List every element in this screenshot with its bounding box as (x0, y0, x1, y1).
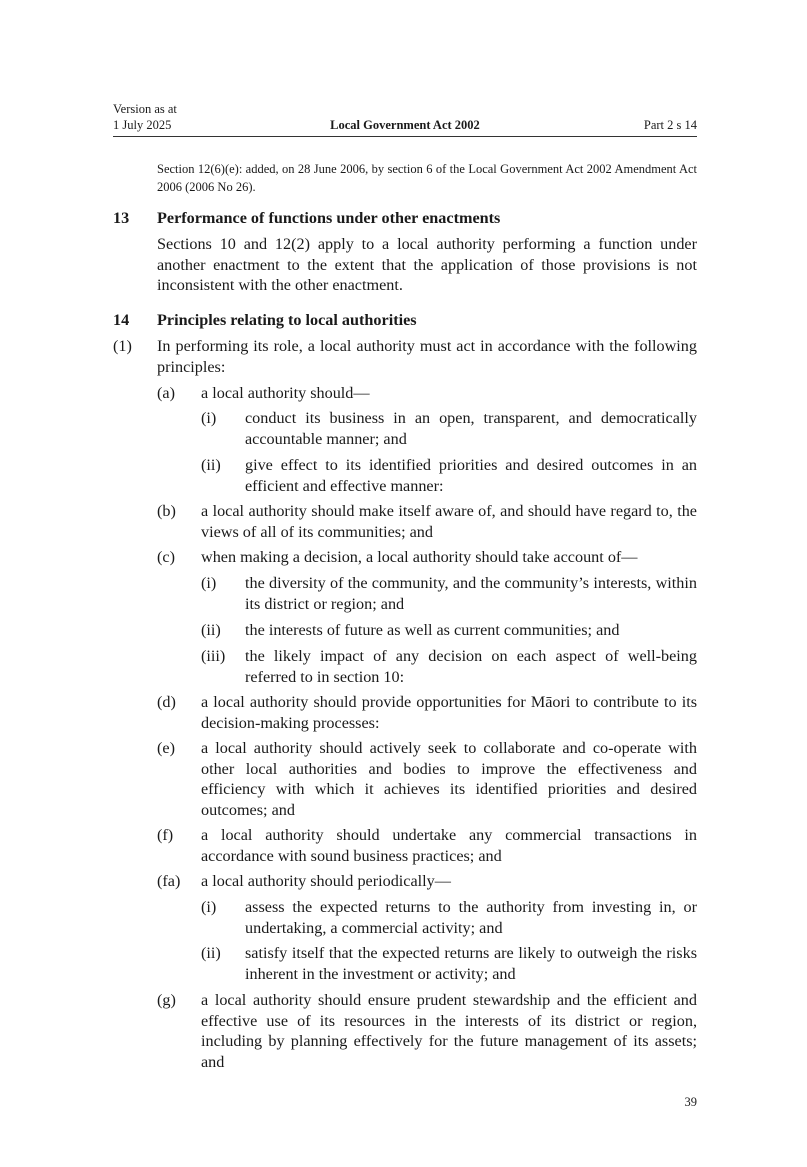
version-date: 1 July 2025 (113, 118, 172, 132)
para-label: (f) (157, 826, 174, 844)
section-13-body: Sections 10 and 12(2) apply to a local authority performing a function under another enactment to the extent that the application of those provisions is not inconsistent with the other enactment. (157, 235, 697, 294)
para-label: (b) (157, 502, 176, 520)
para-label: (a) (157, 384, 175, 402)
running-header (113, 117, 697, 133)
para-text: a local authority should actively seek to collaborate and co-operate with other local authorities and bodies to improve the effectiveness and efficiency with which it achieves its identified priorities and desired outcomes; and (201, 739, 697, 819)
section-14-number: 14 (113, 311, 130, 329)
para-label: (g) (157, 991, 176, 1009)
subpara-text: the interests of future as well as current communities; and (245, 621, 620, 639)
subpara-label: (i) (201, 409, 217, 427)
subpara-text: the likely impact of any decision on each aspect of well-being referred to in section 10: (245, 647, 697, 686)
subpara-label: (iii) (201, 647, 226, 665)
act-title: Local Government Act 2002 (330, 118, 480, 132)
version-label: Version as at (113, 102, 177, 116)
subpara-label: (ii) (201, 456, 221, 474)
section-13-number: 13 (113, 209, 130, 227)
para-label: (fa) (157, 872, 181, 890)
subsection-1-label: (1) (113, 337, 132, 355)
amendment-note: Section 12(6)(e): added, on 28 June 2006, by section 6 of the Local Government Act 2002 Amendment Act 2006 (2006 No 26). (157, 162, 697, 194)
subpara-text: give effect to its identified priorities and desired outcomes in an efficient and effective manner: (245, 456, 697, 495)
page-number: 39 (684, 1095, 697, 1109)
subpara-text: assess the expected returns to the authority from investing in, or undertaking, a commercial activity; and (245, 898, 697, 937)
subpara-label: (ii) (201, 944, 221, 962)
part-section-ref: Part 2 s 14 (643, 118, 697, 132)
subpara-label: (i) (201, 898, 217, 916)
para-label: (e) (157, 739, 175, 757)
para-text: a local authority should make itself aware of, and should have regard to, the views of all of its communities; and (201, 502, 697, 541)
para-label: (c) (157, 548, 175, 566)
para-text: a local authority should provide opportunities for Māori to contribute to its decision-making processes: (201, 693, 697, 732)
subsection-1-text: In performing its role, a local authority must act in accordance with the following principles: (157, 337, 697, 376)
para-text: a local authority should ensure prudent stewardship and the efficient and effective use of its resources in the interests of its district or region, including by planning effectively for the future management of its assets; and (201, 991, 697, 1071)
para-text: a local authority should— (201, 384, 370, 402)
para-text: a local authority should periodically— (201, 872, 451, 890)
subpara-text: conduct its business in an open, transparent, and democratically accountable manner; and (245, 409, 697, 448)
para-text: when making a decision, a local authority should take account of— (201, 548, 638, 566)
subpara-text: the diversity of the community, and the community’s interests, within its district or region; and (245, 574, 697, 613)
para-text: a local authority should undertake any commercial transactions in accordance with sound business practices; and (201, 826, 697, 865)
header-rule (113, 136, 697, 137)
subpara-label: (i) (201, 574, 217, 592)
subpara-text: satisfy itself that the expected returns are likely to outweigh the risks inherent in the investment or activity; and (245, 944, 697, 983)
section-14-heading: Principles relating to local authorities (157, 311, 417, 329)
subpara-label: (ii) (201, 621, 221, 639)
section-13-heading: Performance of functions under other enactments (157, 209, 501, 227)
para-label: (d) (157, 693, 176, 711)
